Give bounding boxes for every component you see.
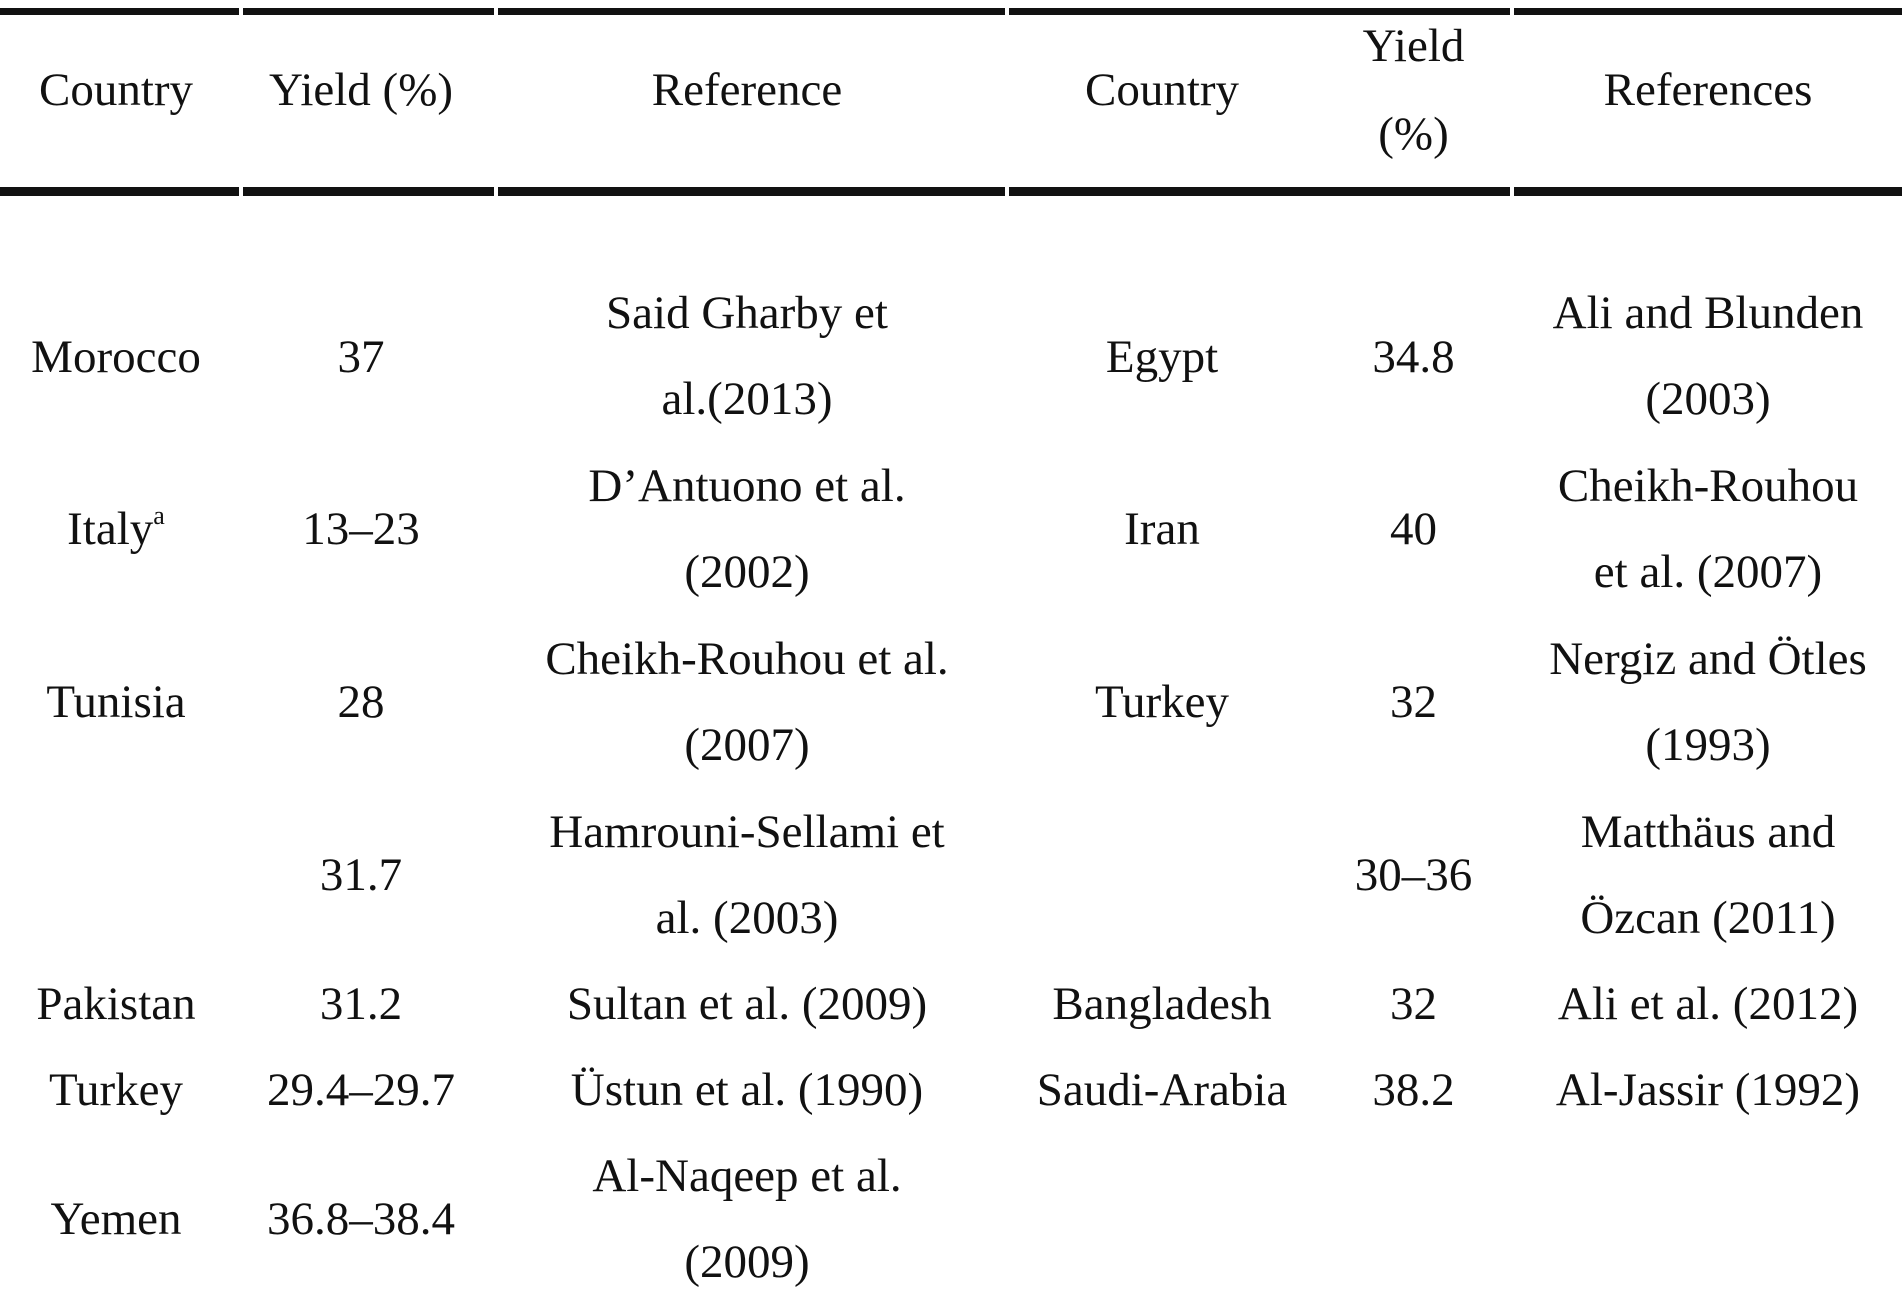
cell-reference: Ali and Blunden: [1552, 287, 1864, 339]
cell-reference: al.(2013): [661, 373, 833, 425]
footnote-marker: a: [153, 501, 165, 530]
cell-country: Egypt: [1105, 331, 1219, 383]
cell-country: Morocco: [31, 331, 201, 383]
cell-country: Turkey: [48, 1064, 184, 1116]
cell-reference: (2002): [684, 546, 810, 598]
cell-reference: et al. (2007): [1593, 546, 1823, 598]
header-references-2: References: [1603, 64, 1813, 116]
cell-country-name: Italy: [67, 503, 154, 555]
cell-reference: al. (2003): [655, 892, 839, 944]
cell-country: [0, 486, 232, 579]
cell-country: Pakistan: [36, 978, 196, 1030]
top-rule: [0, 8, 1902, 15]
header-yield-1: Yield (%): [268, 64, 454, 116]
cell-country: Yemen: [50, 1193, 182, 1245]
cell-yield: 40: [1390, 503, 1437, 555]
cell-reference: (1993): [1645, 719, 1771, 771]
cell-reference: Said Gharby et: [606, 287, 888, 339]
cell-yield: 31.7: [319, 849, 403, 901]
cell-yield: 29.4–29.7: [267, 1064, 455, 1116]
cell-yield: 30–36: [1354, 849, 1473, 901]
cell-yield: 31.2: [319, 978, 403, 1030]
cell-yield: 13–23: [302, 503, 420, 555]
cell-reference: Al-Naqeep et al.: [592, 1150, 902, 1202]
cell-reference: Matthäus and: [1580, 806, 1836, 858]
cell-yield: 38.2: [1372, 1064, 1455, 1116]
cell-reference: Hamrouni-Sellami et: [549, 806, 945, 858]
cell-country: Turkey: [1094, 676, 1230, 728]
cell-reference: (2003): [1645, 373, 1771, 425]
header-reference-1: Reference: [651, 64, 843, 116]
cell-reference: D’Antuono et al.: [588, 460, 906, 512]
cell-yield: 36.8–38.4: [267, 1193, 455, 1245]
cell-yield: 34.8: [1372, 331, 1455, 383]
header-yield-2-unit: (%): [1378, 108, 1449, 160]
cell-reference: Al-Jassir (1992): [1555, 1064, 1861, 1116]
cell-country: Bangladesh: [1052, 978, 1272, 1030]
cell-reference: (2007): [684, 719, 810, 771]
header-country-1: Country: [38, 64, 194, 116]
cell-reference: Üstun et al. (1990): [570, 1064, 924, 1116]
cell-yield: 28: [337, 676, 385, 728]
cell-reference: Nergiz and Ötles: [1549, 633, 1867, 685]
cell-reference: Cheikh-Rouhou: [1557, 460, 1859, 512]
header-yield-2: Yield: [1362, 20, 1465, 72]
cell-country: Iran: [1124, 503, 1200, 555]
cell-yield: 37: [337, 331, 385, 383]
cell-reference: Özcan (2011): [1580, 892, 1836, 944]
header-rule: [0, 187, 1902, 196]
cell-country: Saudi-Arabia: [1036, 1064, 1288, 1116]
cell-yield: 32: [1390, 676, 1437, 728]
cell-country: Tunisia: [46, 676, 186, 728]
header-country-2: Country: [1084, 64, 1240, 116]
cell-reference: Ali et al. (2012): [1557, 978, 1859, 1030]
cell-reference: Sultan et al. (2009): [566, 978, 928, 1030]
cell-reference: (2009): [684, 1236, 810, 1288]
cell-yield: 32: [1390, 978, 1437, 1030]
cell-reference: Cheikh-Rouhou et al.: [545, 633, 949, 685]
